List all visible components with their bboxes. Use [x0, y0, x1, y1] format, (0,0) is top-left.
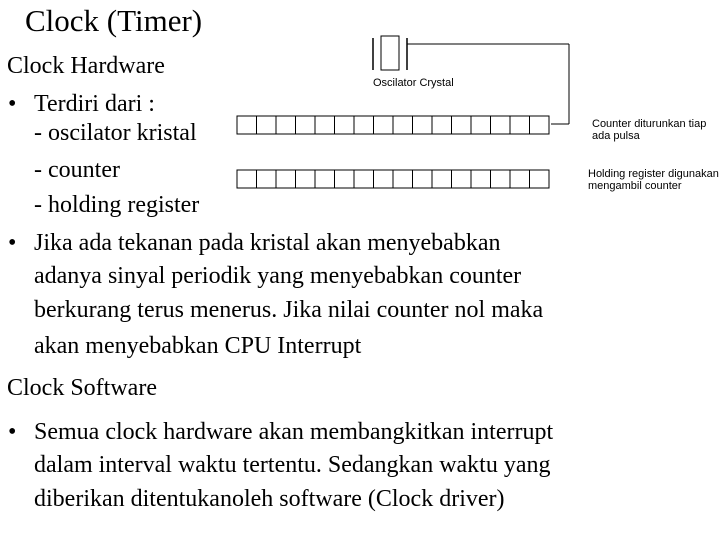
bullet-terdiri: Terdiri dari :: [34, 91, 155, 117]
bullet-jika-line-2: adanya sinyal periodik yang menyebabkan counter: [34, 263, 522, 289]
heading-clock-software: Clock Software: [7, 375, 157, 401]
label-holding-line-1: Holding register digunakan: [588, 168, 719, 180]
bullet-jika-line-4: akan menyebabkan CPU Interrupt: [34, 333, 362, 359]
bullet-marker: •: [8, 419, 17, 445]
bullet-semua-line-2: dalam interval waktu tertentu. Sedangkan waktu yang: [34, 452, 551, 478]
bullet-jika-line-3: berkurang terus menerus. Jika nilai counter nol maka: [34, 297, 544, 323]
holding-register: [237, 170, 549, 188]
bullet-marker: •: [8, 230, 17, 256]
bullet-marker: •: [8, 91, 17, 117]
slide-title: Clock (Timer): [25, 3, 203, 38]
bullet-semua-line-3: diberikan ditentukanoleh software (Clock driver): [34, 486, 505, 512]
item-oscilator: - oscilator kristal: [34, 120, 197, 146]
counter-register: [237, 116, 549, 134]
bullet-jika-line-1: Jika ada tekanan pada kristal akan menyebabkan: [34, 230, 501, 256]
item-holding-register: - holding register: [34, 192, 200, 218]
label-oscilator-crystal: Oscilator Crystal: [373, 77, 454, 89]
label-holding-line-2: mengambil counter: [588, 180, 682, 192]
heading-clock-hardware: Clock Hardware: [7, 53, 165, 79]
label-counter-line-2: ada pulsa: [592, 130, 640, 142]
item-counter: - counter: [34, 157, 120, 183]
bullet-semua-line-1: Semua clock hardware akan membangkitkan interrupt: [34, 419, 554, 445]
label-counter-line-1: Counter diturunkan tiap: [592, 118, 707, 130]
